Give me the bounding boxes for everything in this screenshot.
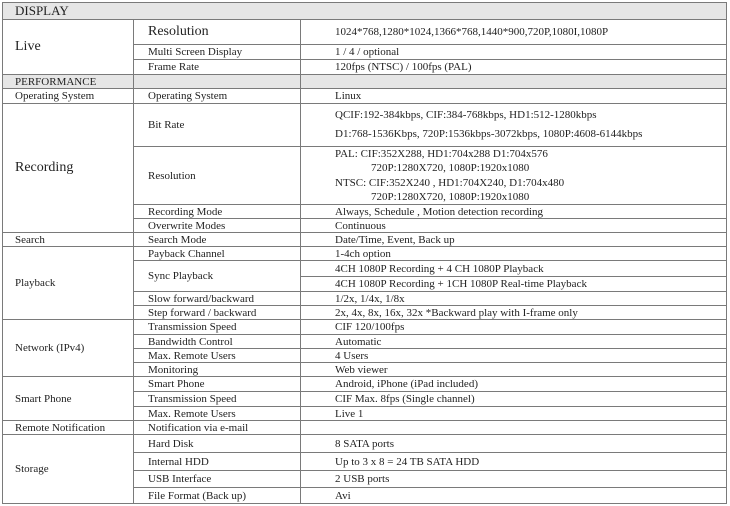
row-label: Smart Phone [134, 377, 301, 392]
group-smart-phone: Smart Phone [2, 377, 134, 421]
table-row [2, 320, 727, 335]
row-value: Automatic [301, 335, 727, 349]
row-value: Live 1 [301, 407, 727, 421]
row-label: File Format (Back up) [134, 488, 301, 504]
group-recording: Recording [2, 104, 134, 233]
table-row [2, 147, 727, 205]
table-row [2, 392, 727, 407]
table-row [2, 435, 727, 453]
table-row [2, 89, 727, 104]
row-label: Search Mode [134, 233, 301, 247]
row-value: 1 / 4 / optional [301, 45, 727, 60]
sync-playback-line-2: 4CH 1080P Recording + 1CH 1080P Real-time Playback [301, 277, 727, 292]
table-row [2, 453, 727, 471]
table-row [2, 233, 727, 247]
group-playback: Playback [2, 247, 134, 320]
row-label: Slow forward/backward [134, 292, 301, 306]
table-row [2, 247, 727, 261]
row-label: Max. Remote Users [134, 349, 301, 363]
row-label: Payback Channel [134, 247, 301, 261]
table-row [2, 377, 727, 392]
row-label: Recording Mode [134, 205, 301, 219]
table-row [2, 349, 727, 363]
row-value: Up to 3 x 8 = 24 TB SATA HDD [301, 453, 727, 471]
section-header-performance [2, 75, 727, 89]
row-value: 1/2x, 1/4x, 1/8x [301, 292, 727, 306]
row-label: Frame Rate [134, 60, 301, 75]
row-label: Multi Screen Display [134, 45, 301, 60]
group-remote-notification: Remote Notification [2, 421, 134, 435]
row-label: Bit Rate [134, 104, 301, 147]
pal-line-2: 720P:1280X720, 1080P:1920x1080 [371, 162, 530, 174]
group-os: Operating System [2, 89, 134, 104]
row-label: Overwrite Modes [134, 219, 301, 233]
row-value: Android, iPhone (iPad included) [301, 377, 727, 392]
table-row [2, 306, 727, 320]
table-row [2, 471, 727, 488]
row-label: Transmission Speed [134, 392, 301, 407]
row-label: Internal HDD [134, 453, 301, 471]
ntsc-line-1: NTSC: CIF:352X240 , HD1:704X240, D1:704x480 [335, 176, 565, 189]
row-value [301, 147, 727, 205]
row-value: 1024*768,1280*1024,1366*768,1440*900,720P,1080I,1080P [301, 20, 727, 45]
row-label: Resolution [134, 147, 301, 205]
row-label: Sync Playback [134, 261, 301, 292]
row-value: Date/Time, Event, Back up [301, 233, 727, 247]
table-row [2, 60, 727, 75]
ntsc-line-2: 720P:1280X720, 1080P:1920x1080 [371, 191, 530, 203]
bit-rate-line-1: QCIF:192-384kbps, CIF:384-768kbps, HD1:512-1280kbps [335, 109, 597, 122]
row-value: 8 SATA ports [301, 435, 727, 453]
row-value: 120fps (NTSC) / 100fps (PAL) [301, 60, 727, 75]
spec-table [2, 2, 727, 504]
row-value: 2x, 4x, 8x, 16x, 32x *Backward play with I-frame only [301, 306, 727, 320]
row-value: 1-4ch option [301, 247, 727, 261]
row-label: Bandwidth Control [134, 335, 301, 349]
row-label: Transmission Speed [134, 320, 301, 335]
group-storage: Storage [2, 435, 134, 504]
group-live: Live [2, 20, 134, 75]
table-row [2, 421, 727, 435]
table-row [2, 20, 727, 45]
pal-line-1: PAL: CIF:352X288, HD1:704x288 D1:704x576 [335, 147, 548, 160]
table-row [2, 407, 727, 421]
row-value: 4 Users [301, 349, 727, 363]
section-blank [301, 75, 727, 89]
row-label: Resolution [134, 20, 301, 45]
row-value: Continuous [301, 219, 727, 233]
table-row [2, 45, 727, 60]
row-label: Max. Remote Users [134, 407, 301, 421]
section-header-display [2, 2, 727, 20]
row-value: Avi [301, 488, 727, 504]
row-value: Linux [301, 89, 727, 104]
table-row [2, 335, 727, 349]
group-search: Search [2, 233, 134, 247]
sync-playback-line-1: 4CH 1080P Recording + 4 CH 1080P Playback [301, 261, 727, 277]
table-row [2, 292, 727, 306]
table-row [2, 104, 727, 147]
row-label: Operating System [134, 89, 301, 104]
row-label: Notification via e-mail [134, 421, 301, 435]
row-value: 2 USB ports [301, 471, 727, 488]
row-value: CIF Max. 8fps (Single channel) [301, 392, 727, 407]
row-label: Step forward / backward [134, 306, 301, 320]
row-label: USB Interface [134, 471, 301, 488]
table-row [2, 277, 727, 292]
row-label: Monitoring [134, 363, 301, 377]
row-value: Always, Schedule , Motion detection recording [301, 205, 727, 219]
section-title: PERFORMANCE [2, 75, 134, 89]
row-value [301, 421, 727, 435]
row-value [301, 104, 727, 147]
table-row [2, 488, 727, 504]
table-row [2, 261, 727, 277]
row-value: CIF 120/100fps [301, 320, 727, 335]
table-row [2, 205, 727, 219]
section-title: DISPLAY [15, 3, 69, 18]
row-label: Hard Disk [134, 435, 301, 453]
section-blank [134, 75, 301, 89]
table-row [2, 219, 727, 233]
group-network: Network (IPv4) [2, 320, 134, 377]
table-row [2, 363, 727, 377]
row-value: Web viewer [301, 363, 727, 377]
bit-rate-line-2: D1:768-1536Kbps, 720P:1536kbps-3072kbps, 1080P:4608-6144kbps [335, 128, 643, 141]
